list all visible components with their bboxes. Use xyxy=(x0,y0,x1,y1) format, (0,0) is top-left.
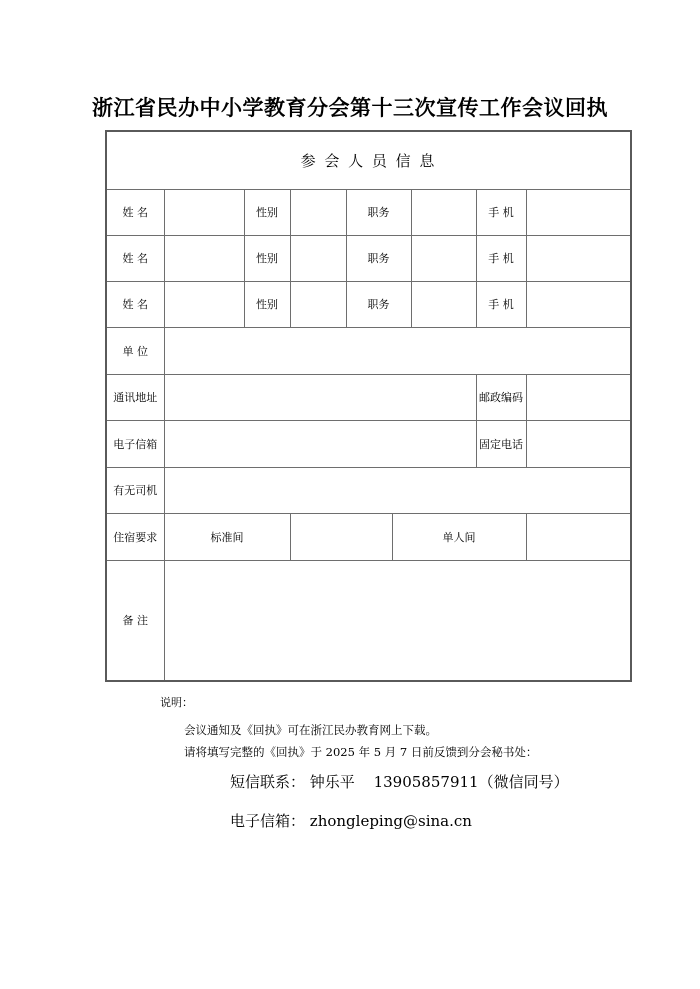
lodging-label: 住宿要求 xyxy=(106,513,164,560)
page-title: 浙江省民办中小学教育分会第十三次宣传工作会议回执 xyxy=(92,96,608,120)
person-row xyxy=(106,189,631,235)
sms-name: 钟乐平 xyxy=(309,773,355,791)
driver-label: 有无司机 xyxy=(106,467,164,513)
name-field[interactable] xyxy=(164,235,244,281)
contact-email-label: 电子信箱： xyxy=(230,812,306,830)
driver-field[interactable] xyxy=(164,467,631,513)
postcode-field[interactable] xyxy=(526,374,631,420)
name-field[interactable] xyxy=(164,281,244,327)
single-room-label: 单人间 xyxy=(392,513,526,560)
phone-label: 手 机 xyxy=(476,281,526,327)
gender-field[interactable] xyxy=(290,189,346,235)
gender-field[interactable] xyxy=(290,281,346,327)
phone-field[interactable] xyxy=(526,189,631,235)
sms-number: 13905857911（微信同号） xyxy=(373,773,569,791)
gender-label: 性别 xyxy=(244,189,290,235)
remarks-label: 备 注 xyxy=(106,560,164,681)
notes-line-1: 会议通知及《回执》可在浙江民办教育网上下载。 xyxy=(184,723,437,737)
gender-label: 性别 xyxy=(244,281,290,327)
phone-field[interactable] xyxy=(526,281,631,327)
email-contact xyxy=(230,810,472,831)
remarks-field[interactable] xyxy=(164,560,631,681)
gender-field[interactable] xyxy=(290,235,346,281)
notes-label: 说明： xyxy=(160,696,193,709)
position-label: 职务 xyxy=(346,189,411,235)
name-field[interactable] xyxy=(164,189,244,235)
sms-label: 短信联系： xyxy=(230,773,306,791)
phone-label: 手 机 xyxy=(476,235,526,281)
unit-field[interactable] xyxy=(164,327,631,374)
name-label: 姓 名 xyxy=(106,281,164,327)
address-field[interactable] xyxy=(164,374,476,420)
form-header: 参 会 人 员 信 息 xyxy=(106,131,631,189)
registration-form xyxy=(105,130,632,682)
gender-label: 性别 xyxy=(244,235,290,281)
landline-field[interactable] xyxy=(526,420,631,467)
name-label: 姓 名 xyxy=(106,235,164,281)
landline-label: 固定电话 xyxy=(476,420,526,467)
unit-label: 单 位 xyxy=(106,327,164,374)
position-label: 职务 xyxy=(346,281,411,327)
position-label: 职务 xyxy=(346,235,411,281)
standard-room-field[interactable] xyxy=(290,513,392,560)
phone-label: 手 机 xyxy=(476,189,526,235)
phone-field[interactable] xyxy=(526,235,631,281)
email-label: 电子信箱 xyxy=(106,420,164,467)
name-label: 姓 名 xyxy=(106,189,164,235)
standard-room-label: 标准间 xyxy=(164,513,290,560)
address-label: 通讯地址 xyxy=(106,374,164,420)
sms-contact xyxy=(230,771,569,792)
postcode-label: 邮政编码 xyxy=(476,374,526,420)
person-row xyxy=(106,235,631,281)
email-field[interactable] xyxy=(164,420,476,467)
notes-line-2: 请将填写完整的《回执》于 2025 年 5 月 7 日前反馈到分会秘书处： xyxy=(184,745,538,759)
position-field[interactable] xyxy=(411,281,476,327)
contact-email-link[interactable]: zhongleping@sina.cn xyxy=(309,812,472,830)
position-field[interactable] xyxy=(411,189,476,235)
single-room-field[interactable] xyxy=(526,513,631,560)
person-row xyxy=(106,281,631,327)
position-field[interactable] xyxy=(411,235,476,281)
